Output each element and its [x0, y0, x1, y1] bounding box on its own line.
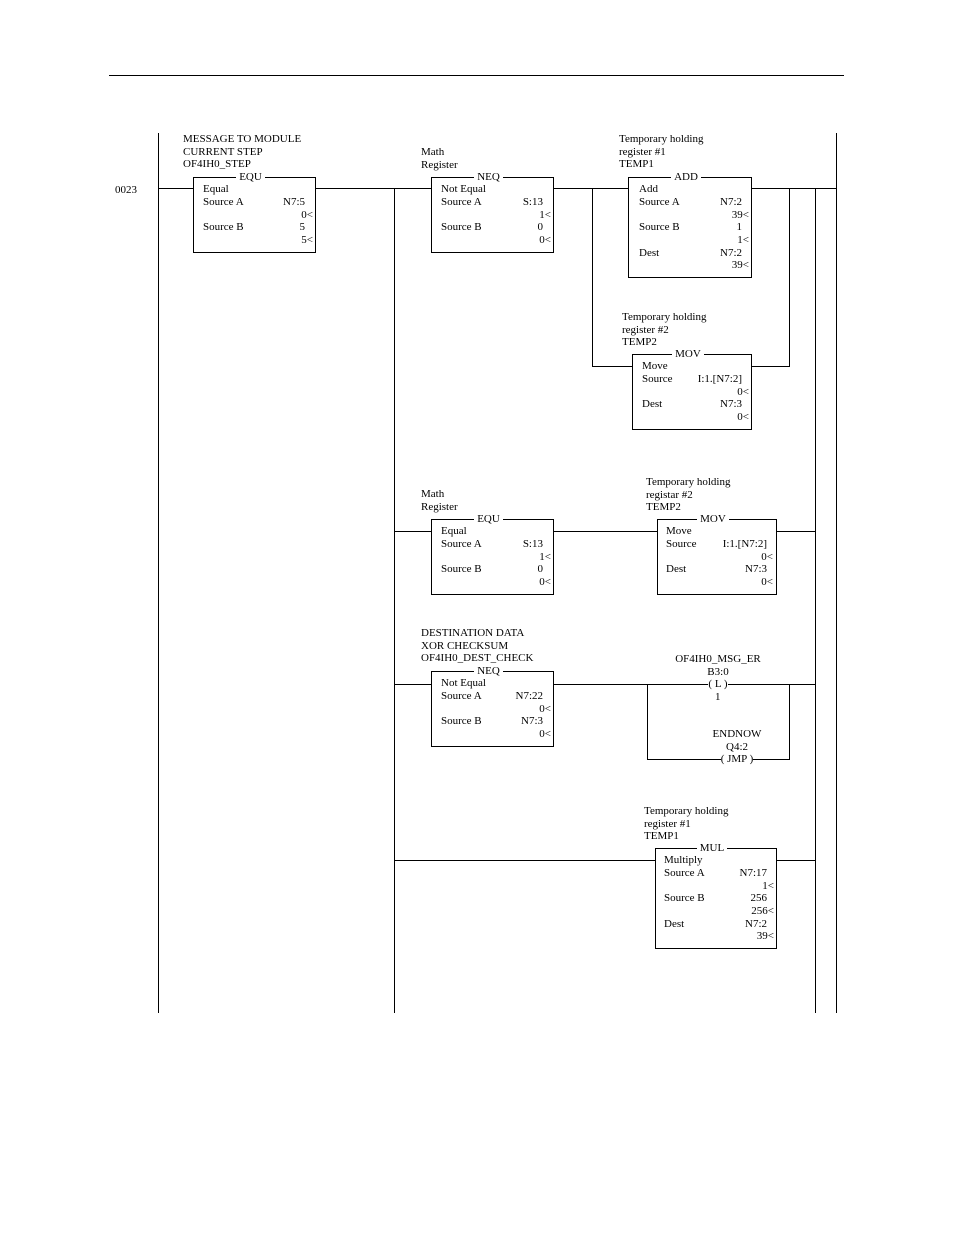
instruction-name: Multiply [664, 854, 703, 866]
operand-value: S:13 [522, 196, 543, 208]
operand-live-value: 1< [539, 208, 551, 221]
operand-label: Source A [203, 196, 244, 208]
coil-label-jump: Q4:2 [726, 741, 748, 753]
instruction-label-mul1 [644, 805, 728, 843]
instruction-label-line: Temporary holding [646, 476, 731, 488]
operand-live-value: 39< [731, 208, 749, 221]
operand-value: 1 [736, 221, 742, 234]
instruction-label-equ1 [183, 133, 301, 171]
operand-label: Source A [441, 196, 482, 208]
instruction-label-line: registar #2 [646, 488, 693, 501]
instruction-label-line: MESSAGE TO MODULE [183, 133, 302, 145]
instruction-name: Move [666, 525, 692, 537]
instruction-name: Equal [441, 525, 467, 537]
operand-live-value: 0< [737, 385, 749, 398]
instruction-name: Equal [203, 183, 229, 195]
operand-live-value: 1< [762, 879, 774, 892]
instruction-label-neq1 [421, 146, 458, 171]
operand-value: N7:17 [739, 867, 767, 879]
left-power-rail [158, 133, 159, 1013]
middle-branch-rail [394, 188, 395, 1013]
instruction-label-line: TEMP1 [644, 830, 679, 842]
instruction-label-line: Temporary holding [644, 805, 729, 817]
coil-label-latch: OF4IH0_MSG_ER [675, 653, 761, 665]
instruction-label-neq2 [421, 627, 533, 665]
operand-value: I:1.[N7:2] [697, 373, 742, 385]
operand-label: Source B [664, 892, 705, 905]
instruction-name: Add [639, 183, 658, 195]
operand-value: N7:2 [720, 246, 742, 259]
operand-live-value: 0< [761, 550, 773, 563]
instruction-type: MOV [672, 348, 704, 360]
coil-state: 1 [715, 691, 721, 703]
operand-value: N7:2 [720, 196, 742, 208]
instruction-label-line: register #1 [644, 817, 691, 830]
instruction-type: MUL [697, 842, 727, 854]
operand-value: N7:3 [720, 398, 742, 411]
operand-label: Source B [441, 563, 482, 576]
instruction-type: MOV [697, 513, 729, 525]
operand-live-value: 1< [539, 550, 551, 563]
instruction-label-line: Math [421, 488, 445, 500]
operand-value: I:1.[N7:2] [722, 538, 767, 550]
operand-value: 0 [537, 221, 543, 234]
operand-label: Source [642, 373, 673, 385]
instruction-label-mov1 [622, 311, 706, 349]
operand-label: Source A [664, 867, 705, 879]
operand-label: Source A [441, 538, 482, 550]
right-branch-rail [815, 188, 816, 1013]
operand-live-value: 0< [539, 727, 551, 740]
operand-label: Dest [664, 917, 685, 930]
instruction-label-line: TEMP2 [622, 336, 657, 348]
operand-value: 5 [299, 221, 305, 234]
operand-value: 0 [537, 563, 543, 576]
right-power-rail [836, 133, 837, 1013]
operand-live-value: 0< [761, 575, 773, 588]
header-rule [109, 75, 844, 76]
instruction-label-line: Register [421, 158, 458, 171]
instruction-type: EQU [236, 171, 265, 183]
operand-label: Dest [642, 398, 663, 411]
coil-symbol-latch[interactable]: ( L ) [708, 678, 728, 690]
operand-live-value: 0< [539, 702, 551, 715]
operand-live-value: 5< [301, 233, 313, 246]
operand-label: Source B [441, 715, 482, 728]
instruction-name: Not Equal [441, 183, 486, 195]
operand-value: N7:22 [515, 690, 543, 702]
instruction-label-line: XOR CHECKSUM [421, 639, 509, 652]
instruction-label-mov2 [646, 476, 730, 514]
operand-live-value: 0< [539, 575, 551, 588]
instruction-label-line: OF4IH0_DEST_CHECK [421, 652, 534, 664]
instruction-label-line: Temporary holding [622, 311, 707, 323]
operand-label: Source B [639, 221, 680, 234]
operand-label: Source B [441, 221, 482, 234]
operand-value: N7:3 [745, 563, 767, 576]
instruction-label-line: Math [421, 146, 445, 158]
operand-label: Dest [639, 246, 660, 259]
operand-value: N7:2 [745, 917, 767, 930]
operand-live-value: 256< [751, 904, 774, 917]
instruction-label-line: Register [421, 500, 458, 513]
coil-symbol-jump[interactable]: ( JMP ) [720, 753, 754, 765]
instruction-label-line: register #2 [622, 323, 669, 336]
instruction-label-line: Temporary holding [619, 133, 704, 145]
operand-live-value: 1< [737, 233, 749, 246]
instruction-name: Move [642, 360, 668, 372]
instruction-label-line: TEMP2 [646, 501, 681, 513]
operand-value: N7:5 [283, 196, 305, 208]
operand-value: S:13 [522, 538, 543, 550]
instruction-label-add1 [619, 133, 703, 171]
operand-live-value: 0< [539, 233, 551, 246]
coil-label-jump: ENDNOW [712, 728, 762, 740]
instruction-type: NEQ [474, 171, 503, 183]
operand-value: 256 [750, 892, 767, 905]
operand-value: N7:3 [521, 715, 543, 728]
instruction-type: NEQ [474, 665, 503, 677]
operand-live-value: 0< [737, 410, 749, 423]
instruction-label-line: OF4IH0_STEP [183, 158, 251, 170]
operand-label: Dest [666, 563, 687, 576]
instruction-label-line: register #1 [619, 145, 666, 158]
operand-live-value: 0< [301, 208, 313, 221]
instruction-label-line: DESTINATION DATA [421, 627, 525, 639]
instruction-name: Not Equal [441, 677, 486, 689]
instruction-type: ADD [671, 171, 701, 183]
operand-label: Source [666, 538, 697, 550]
operand-label: Source B [203, 221, 244, 234]
operand-label: Source A [441, 690, 482, 702]
instruction-label-line: TEMP1 [619, 158, 654, 170]
operand-label: Source A [639, 196, 680, 208]
rung-number: 0023 [115, 184, 137, 196]
coil-label-latch: B3:0 [707, 666, 729, 678]
operand-live-value: 39< [756, 930, 774, 943]
instruction-label-equ2 [421, 488, 458, 513]
operand-live-value: 39< [731, 259, 749, 272]
instruction-type: EQU [474, 513, 503, 525]
instruction-label-line: CURRENT STEP [183, 145, 263, 158]
